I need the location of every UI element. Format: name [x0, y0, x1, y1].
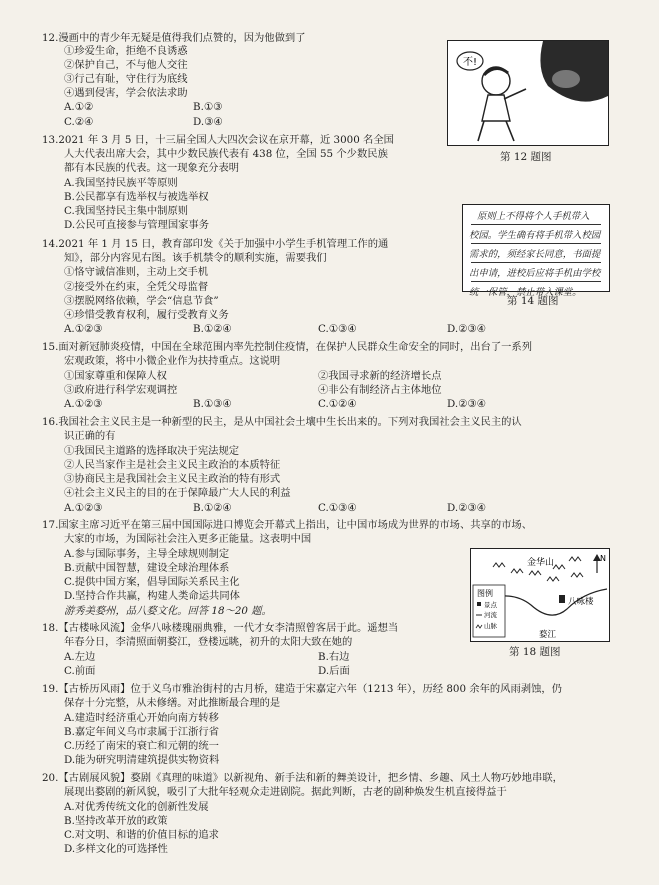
q16-option-1: ①我国民主道路的选择取决于宪法规定	[64, 445, 240, 457]
legend-mountain-label: 山脉	[484, 622, 497, 630]
q18-answer-d: D.后面	[318, 665, 350, 677]
q15-answer-c: C.①②④	[318, 398, 357, 410]
boy-legs	[478, 121, 514, 141]
notice-line-5: 统一保管，禁止带入课堂。	[469, 287, 582, 298]
q17-option-d: D.坚持合作共赢，构建人类命运共同体	[64, 590, 240, 602]
q15-answer-d: D.②③④	[447, 398, 486, 410]
q14-option-2: ②接受外在约束，全凭父母监督	[64, 281, 209, 293]
q12-cartoon-figure	[447, 40, 609, 146]
notice-line-2: 校园。学生确有将手机带入校园	[469, 230, 601, 241]
q16-stem-line1: 16.我国社会主义民主是一种新型的民主，是从中国社会土壤中生长出来的。下列对我国社会主义民主的认	[42, 416, 522, 428]
legend-spot-label: 景点	[484, 601, 497, 609]
q14-figure-caption: 第 14 题图	[507, 295, 559, 307]
q14-answer-b: B.①②④	[193, 323, 232, 335]
q17-option-a: A.参与国际事务，主导全球规则制定	[64, 548, 230, 560]
q19-option-d: D.能为研究明清建筑提供实物资料	[64, 754, 220, 766]
q14-answer-d: D.②③④	[447, 323, 486, 335]
q19-stem-line1: 19.【古桥历风雨】位于义乌市雅治街村的古月桥，建造于宋嘉定六年（1213 年），历经 800 余年的风雨剥蚀，仍	[42, 683, 562, 695]
q12-figure-caption: 第 12 题图	[500, 151, 552, 163]
q16-option-4: ④社会主义民主的目的在于保障最广大人民的利益	[64, 487, 291, 499]
q15-stem-line1: 15.面对新冠肺炎疫情，中国在全球范围内率先控制住疫情，在保护人民群众生命安全的同时，出台了一系列	[42, 341, 533, 353]
q15-option-4: ④非公有制经济占主体地位	[318, 384, 442, 396]
q15-option-1: ①国家尊重和保障人权	[64, 370, 167, 382]
notice-line-1: 原则上不得将个人手机带入	[477, 211, 590, 222]
q19-option-b: B.嘉定年间义乌市隶属于江浙行省	[64, 726, 219, 738]
q14-option-1: ①恪守诚信准则，主动上交手机	[64, 266, 209, 278]
q15-answer-b: B.①③④	[193, 398, 232, 410]
q16-answer-b: B.①②④	[193, 502, 232, 514]
q18-answer-c: C.前面	[64, 665, 96, 677]
q15-stem-line2: 宏观政策，将中小微企业作为扶持重点。这说明	[64, 355, 281, 367]
q12-stem: 12.漫画中的青少年无疑是值得我们点赞的，因为他做到了	[42, 32, 306, 44]
q13-option-c: C.我国坚持民主集中制原则	[64, 205, 189, 217]
q14-stem-line1: 14.2021 年 1 月 15 日，教育部印发《关于加强中小学生手机管理工作的通	[42, 238, 389, 250]
q15-option-2: ②我国寻求新的经济增长点	[318, 370, 442, 382]
offered-object	[552, 70, 580, 88]
q13-stem-line1: 13.2021 年 3 月 5 日，十三届全国人大四次会议在京开幕，近 3000 名全国	[42, 134, 394, 146]
q15-answer-a: A.①②③	[64, 398, 103, 410]
q18-answer-b: B.右边	[318, 651, 350, 663]
map-mountain-label: 金华山	[527, 558, 555, 568]
q14-option-3: ③摆脱网络依赖，学会“信息节食”	[64, 295, 219, 307]
q13-stem-line3: 都有本民族的代表。这一现象充分表明	[64, 162, 240, 174]
cartoon-illustration	[448, 41, 608, 145]
q12-answer-b: B.①③	[193, 101, 223, 113]
q17-stem-line1: 17.国家主席习近平在第三届中国国际进口博览会开幕式上指出，让中国市场成为世界的市场、共享的市场、	[42, 519, 533, 531]
q20-stem-line1: 20.【古剧展风貌】婺剧《真理的味道》以新视角、新手法和新的舞美设计，把乡情、乡趣、风土人物巧妙地串联，	[42, 772, 563, 784]
q12-answer-d: D.③④	[193, 116, 223, 128]
q12-option-3: ③行己有耻，守住行为底线	[64, 73, 188, 85]
q18-map-figure	[470, 548, 610, 642]
q14-answer-a: A.①②③	[64, 323, 103, 335]
q12-option-1: ①珍爱生命，拒绝不良诱惑	[64, 45, 188, 57]
q12-answer-c: C.②④	[64, 116, 94, 128]
q17-option-b: B.贡献中国智慧，建设全球治理体系	[64, 562, 230, 574]
q14-option-4: ④珍惜受教育权利，履行受教育义务	[64, 309, 229, 321]
legend-river-label: 河流	[484, 611, 497, 619]
north-label: N	[600, 554, 606, 563]
q12-option-4: ④遇到侵害，学会依法求助	[64, 87, 188, 99]
q19-option-a: A.建造时经济重心开始向南方转移	[64, 712, 219, 724]
q14-stem-line2: 知》，部分内容见右图。该手机禁令的顺利实施，需要我们	[64, 252, 327, 264]
notice-line-3: 需求的，须经家长同意，书面提	[469, 249, 601, 260]
q18-figure-caption: 第 18 题图	[509, 646, 561, 658]
map-tower-label: 八咏楼	[568, 597, 594, 607]
q19-stem-line2: 保存十分完整，从未修缮。对此推断最合理的是	[64, 697, 281, 709]
notice-line-4: 出申请，进校后应将手机由学校	[469, 268, 601, 279]
q20-option-d: D.多样文化的可选择性	[64, 843, 168, 855]
q12-option-2: ②保护自己，不与他人交往	[64, 59, 188, 71]
q20-stem-line2: 展现出婺剧的新风貌，吸引了大批年轻观众走进剧院。据此判断，古老的剧种焕发生机直接得益于	[64, 786, 507, 798]
q20-option-a: A.对优秀传统文化的创新性发展	[64, 801, 209, 813]
q13-stem-line2: 人大代表出席大会，其中少数民族代表有 438 位，全国 55 个少数民族	[64, 148, 388, 160]
q18-stem-line1: 18.【古楼咏风流】金华八咏楼瑰丽典雅，一代才女李清照曾客居于此。遥想当	[42, 622, 399, 634]
q17-stem-line2: 大家的市场，为国际社会注入更多正能量。这表明中国	[64, 533, 312, 545]
legend-title: 图例	[477, 589, 493, 598]
map-illustration	[471, 549, 609, 641]
boy-arm-raised	[504, 89, 526, 99]
q13-option-b: B.公民都享有选举权与被选举权	[64, 191, 209, 203]
q16-option-2: ②人民当家作主是社会主义民主政治的本质特征	[64, 459, 281, 471]
q16-answer-d: D.②③④	[447, 502, 486, 514]
q16-answer-c: C.①③④	[318, 502, 357, 514]
section-intro: 游秀美婺州，品八婺文化。回答 18～20 题。	[64, 605, 272, 617]
q18-stem-line2: 年春分日，李清照面朝婺江，登楼远眺，初升的太阳大致在她的	[64, 636, 353, 648]
q20-option-c: C.对文明、和谐的价值目标的追求	[64, 829, 219, 841]
speech-bubble-text: 不!	[463, 57, 478, 68]
tower-marker-icon	[559, 595, 565, 603]
q14-answer-c: C.①③④	[318, 323, 357, 335]
q19-option-c: C.历经了南宋的衰亡和元朝的统一	[64, 740, 219, 752]
map-river-label: 婺江	[539, 630, 557, 640]
q16-stem-line2: 识正确的有	[64, 430, 116, 442]
q12-answer-a: A.①②	[64, 101, 94, 113]
q15-option-3: ③政府进行科学宏观调控	[64, 384, 178, 396]
q14-notice-figure	[462, 204, 610, 298]
q13-option-d: D.公民可直接参与管理国家事务	[64, 219, 210, 231]
q17-option-c: C.提供中国方案，倡导国际关系民主化	[64, 576, 240, 588]
legend-spot-icon	[477, 602, 481, 606]
dark-figure-shape	[540, 41, 608, 102]
q16-option-3: ③协商民主是我国社会主义民主政治的特有形式	[64, 473, 281, 485]
q13-option-a: A.我国坚持民族平等原则	[64, 177, 178, 189]
q20-option-b: B.坚持改革开放的政策	[64, 815, 168, 827]
q16-answer-a: A.①②③	[64, 502, 103, 514]
q18-answer-a: A.左边	[64, 651, 96, 663]
